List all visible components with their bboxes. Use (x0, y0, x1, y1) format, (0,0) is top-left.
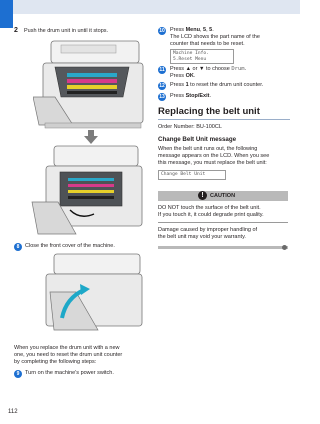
page-number: 112 (8, 409, 18, 415)
header-band (0, 0, 300, 14)
step-number: 8 (14, 243, 22, 251)
step-number: 10 (159, 28, 165, 34)
step-text: Press 1 to reset the drum unit counter. (170, 82, 264, 88)
divider (158, 222, 288, 223)
step-number: 11 (159, 67, 165, 73)
step-text: Press ▲ or ▼ to choose Drum. (170, 66, 247, 72)
step-text: Press Menu, 5, 5. (170, 27, 214, 33)
paragraph-line: one, you need to reset the drum unit counter (14, 352, 123, 358)
caution-text: DO NOT touch the surface of the belt unit. (158, 205, 261, 211)
step-text: The LCD shows the part name of the (170, 34, 260, 40)
step-text: Push the drum unit in until it stops. (24, 28, 109, 34)
paragraph-line: When you replace the drum unit with a new (14, 345, 120, 351)
close-cover-illustration (36, 252, 148, 332)
step-text: Turn on the machine's power switch. (25, 370, 114, 376)
end-marker (282, 245, 287, 250)
lcd-display: Machine Info. 5.Reset Menu (170, 49, 234, 64)
down-arrow-icon (84, 130, 98, 144)
warning-text: Damage caused by improper handling of (158, 227, 258, 233)
paragraph-line: When the belt unit runs out, the following (158, 146, 258, 152)
printer-open-illustration (30, 144, 148, 236)
step-number: 12 (159, 83, 165, 89)
paragraph-line: by completing the following steps: (14, 359, 97, 365)
step-number: 13 (159, 94, 165, 100)
step-text: counter that needs to be reset. (170, 41, 245, 47)
section-rule (158, 119, 290, 120)
step-text: Press Stop/Exit. (170, 93, 211, 99)
paragraph-line: this message, you must replace the belt unit: (158, 160, 267, 166)
end-bar (158, 246, 288, 249)
section-title: Replacing the belt unit (158, 106, 260, 117)
step-text: Close the front cover of the machine. (25, 243, 115, 249)
step-number: 2 (14, 27, 18, 34)
caution-label: CAUTION (210, 193, 236, 199)
step-text: Press OK. (170, 73, 196, 79)
chapter-tab (0, 0, 13, 28)
warning-text: the belt unit may void your warranty. (158, 234, 246, 240)
order-number: Order Number: BU-100CL (158, 124, 222, 130)
lcd-display: Change Belt Unit (158, 170, 226, 180)
caution-text: If you touch it, it could degrade print quality. (158, 212, 264, 218)
printer-drum-illustration (33, 37, 148, 130)
step-number: 9 (14, 370, 22, 378)
paragraph-line: message appears on the LCD. When you see (158, 153, 270, 159)
subsection-title: Change Belt Unit message (158, 136, 237, 143)
caution-icon: ! (198, 191, 207, 200)
